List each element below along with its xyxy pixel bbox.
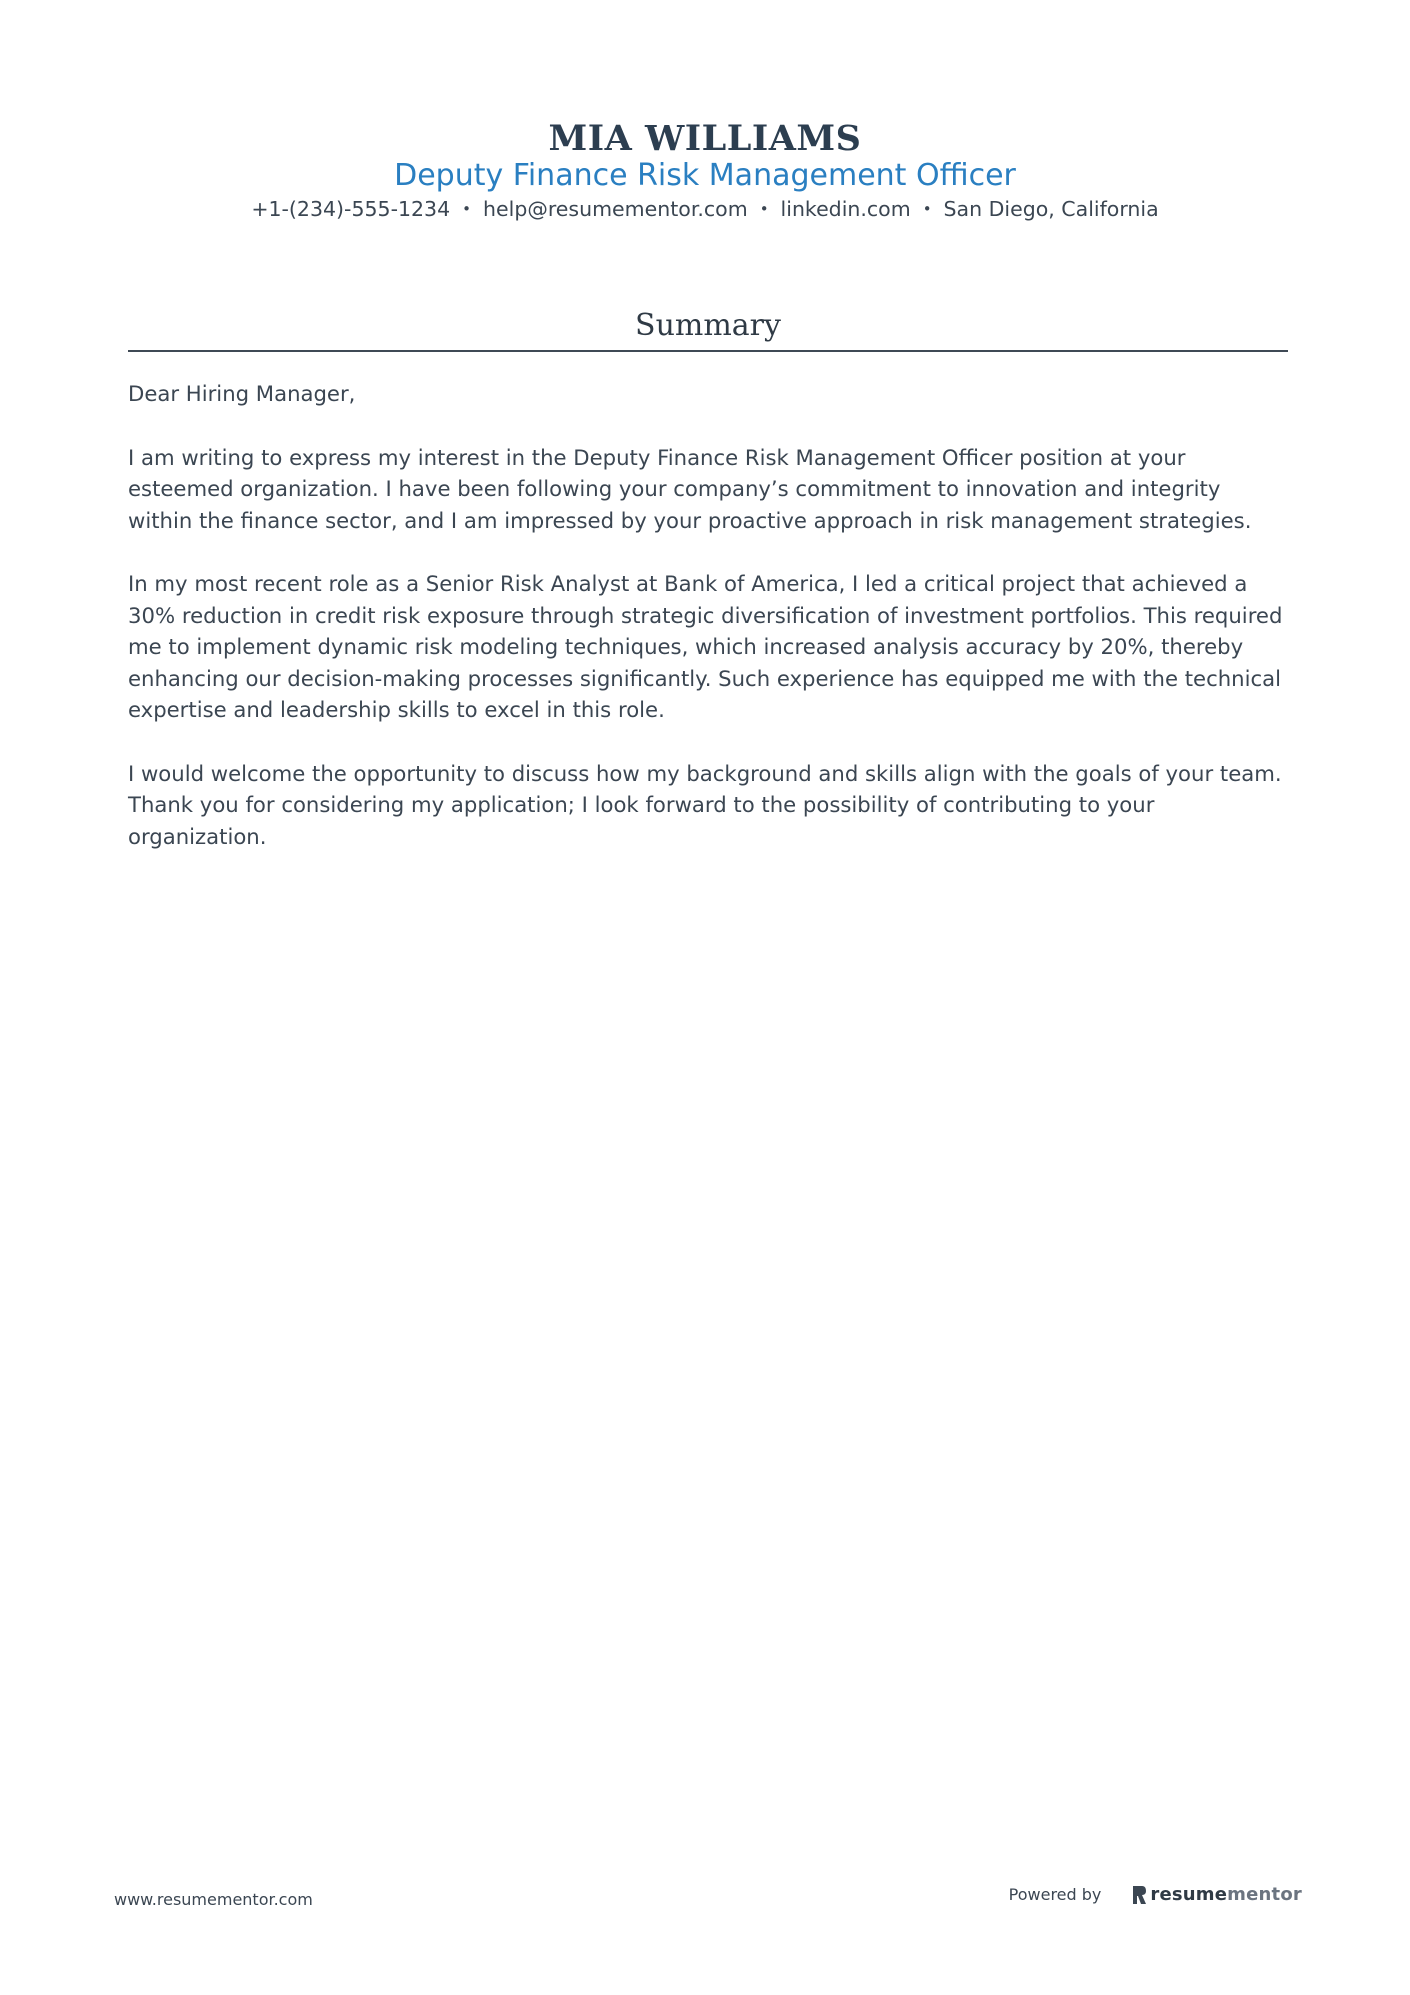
footer-website[interactable]: www.resumementor.com [114, 1890, 313, 1909]
contact-line [0, 194, 1410, 224]
candidate-name: MIA WILLIAMS [548, 118, 862, 159]
letter-paragraph-2: In my most recent role as a Senior Risk Analyst at Bank of America, I led a critical project that achieved a 30% reduction in credit risk exposure through strategic diversification of investment portfolios. This required me to implement dynamic risk modeling techniques, which increased analysis accuracy by 20%, thereby enhancing our decision-making processes significantly. Such experience has equipped me with the technical expertise and leadership skills to excel in this role. [128, 571, 1283, 722]
brand-name-part1: resume [1150, 1884, 1228, 1905]
brand-name-part2: mentor [1227, 1884, 1302, 1905]
contact-linkedin[interactable]: linkedin.com [780, 197, 911, 221]
footer-branding [1009, 1884, 1302, 1905]
powered-by-label: Powered by [1008, 1885, 1102, 1904]
contact-phone: +1-(234)-555-1234 [251, 197, 451, 221]
letter-greeting: Dear Hiring Manager, [128, 381, 356, 406]
resumementor-logo-icon [1131, 1885, 1147, 1905]
job-title: Deputy Finance Risk Management Officer [394, 158, 1016, 193]
letter-paragraph-1: I am writing to express my interest in the Deputy Finance Risk Management Officer position at your esteemed organization. I have been following your company’s commitment to innovation and integrity within the finance sector, and I am impressed by your proactive approach in risk management strategies. [128, 444, 1252, 533]
section-title: Summary [635, 308, 781, 343]
letter-paragraph-3: I would welcome the opportunity to discuss how my background and skills align with the goals of your team. Thank you for considering my application; I look forward to the possibility of contributing to your organization. [128, 760, 1282, 849]
contact-location: San Diego, California [943, 197, 1159, 221]
separator-dot: • [462, 200, 472, 218]
separator-dot: • [922, 200, 932, 218]
section-divider [128, 350, 1288, 352]
summary-section [128, 306, 1288, 352]
cover-letter-body [128, 378, 1288, 884]
contact-email[interactable]: help@resumementor.com [483, 197, 748, 221]
separator-dot: • [759, 200, 769, 218]
resume-header [0, 118, 1410, 224]
brand-logo[interactable] [1131, 1884, 1302, 1905]
